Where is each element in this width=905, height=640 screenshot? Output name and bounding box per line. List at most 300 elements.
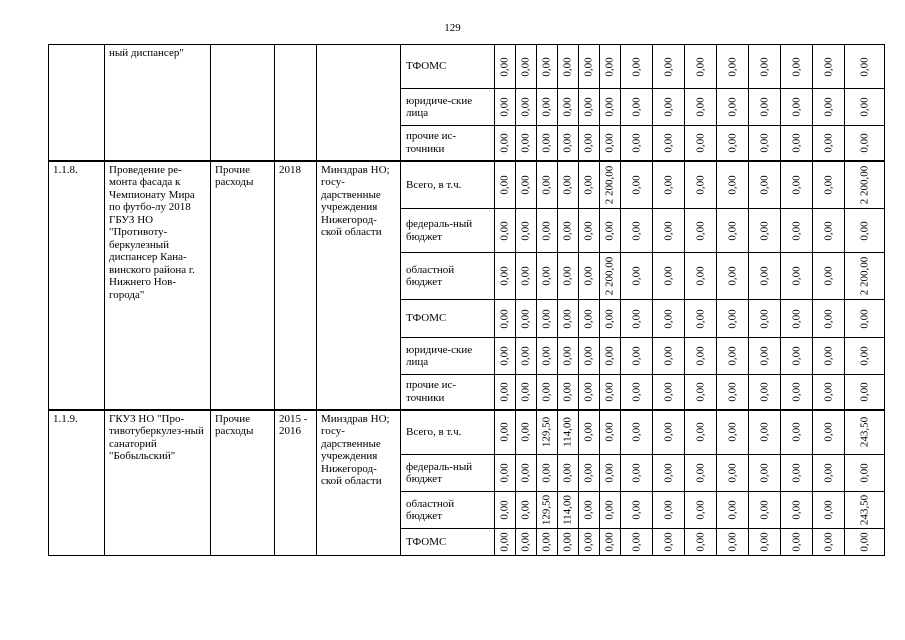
value-cell xyxy=(813,89,845,126)
value-text: 0,00 xyxy=(498,133,511,153)
value-text: 0,00 xyxy=(603,133,616,153)
value-text: 0,00 xyxy=(561,133,574,153)
table-row xyxy=(49,161,885,209)
value-text: 0,00 xyxy=(603,308,616,329)
value-text: 0,00 xyxy=(662,220,674,241)
value-cell xyxy=(516,455,537,492)
value-cell xyxy=(495,529,516,556)
value-text: 0,00 xyxy=(630,422,642,442)
value-cell xyxy=(845,492,885,529)
funding-source: юридиче-ские лица xyxy=(401,89,495,126)
value-cell xyxy=(845,410,885,455)
value-cell xyxy=(685,375,717,410)
value-text: 0,00 xyxy=(790,175,802,195)
value-text: 0,00 xyxy=(758,133,770,153)
value-cell xyxy=(749,161,781,209)
value-text: 0,00 xyxy=(540,175,553,195)
value-cell xyxy=(685,126,717,161)
value-text: 0,00 xyxy=(790,308,802,329)
value-cell xyxy=(495,89,516,126)
value-text: 0,00 xyxy=(498,346,511,366)
value-text: 0,00 xyxy=(498,175,511,195)
value-cell xyxy=(845,338,885,375)
value-cell xyxy=(781,209,813,253)
value-text: 0,00 xyxy=(726,382,738,402)
value-cell xyxy=(621,375,653,410)
value-cell xyxy=(685,410,717,455)
item-number: 1.1.9. xyxy=(49,410,105,556)
value-text: 2 200,00 xyxy=(858,165,870,204)
value-cell xyxy=(813,375,845,410)
value-text: 0,00 xyxy=(858,532,870,552)
value-text: 0,00 xyxy=(822,308,834,329)
value-cell xyxy=(558,410,579,455)
executor: Минздрав НО; госу-дарственные учреждения Нижегород-ской области xyxy=(317,161,401,410)
value-text: 0,00 xyxy=(519,133,532,153)
page-number: 129 xyxy=(444,22,461,34)
value-cell xyxy=(781,161,813,209)
value-cell xyxy=(845,253,885,300)
value-cell xyxy=(579,455,600,492)
value-text: 0,00 xyxy=(498,266,511,286)
value-cell xyxy=(558,209,579,253)
value-text: 0,00 xyxy=(758,382,770,402)
value-cell xyxy=(558,253,579,300)
value-cell xyxy=(621,89,653,126)
value-text: 0,00 xyxy=(630,346,642,366)
value-text: 0,00 xyxy=(582,500,595,520)
value-text: 0,00 xyxy=(498,56,511,77)
value-text: 0,00 xyxy=(662,97,674,117)
value-cell xyxy=(558,126,579,161)
value-cell xyxy=(621,126,653,161)
value-cell xyxy=(813,529,845,556)
value-text: 0,00 xyxy=(822,382,834,402)
value-text: 129,50 xyxy=(540,494,553,526)
value-cell xyxy=(781,492,813,529)
value-text: 0,00 xyxy=(662,422,674,442)
value-cell xyxy=(749,45,781,89)
value-text: 0,00 xyxy=(858,308,870,329)
value-cell xyxy=(845,375,885,410)
value-cell xyxy=(537,375,558,410)
value-text: 0,00 xyxy=(822,97,834,117)
value-cell xyxy=(600,492,621,529)
item-name: Проведение ре-монта фасада к Чемпионату Мира по футбо-лу 2018 ГБУЗ НО "Противоту-беркулезный диспансер Кана-винского района г. Нижнего Нов-города" xyxy=(105,161,211,410)
value-cell xyxy=(781,89,813,126)
value-cell xyxy=(495,161,516,209)
value-cell xyxy=(845,45,885,89)
value-cell xyxy=(558,45,579,89)
value-cell xyxy=(813,492,845,529)
funding-source: Всего, в т.ч. xyxy=(401,410,495,455)
value-text: 0,00 xyxy=(822,133,834,153)
value-text: 0,00 xyxy=(582,422,595,442)
value-cell xyxy=(495,375,516,410)
value-text: 0,00 xyxy=(790,97,802,117)
value-cell xyxy=(558,300,579,338)
budget-table xyxy=(48,44,885,556)
value-text: 0,00 xyxy=(498,97,511,117)
expense-type xyxy=(211,45,275,161)
value-cell xyxy=(516,209,537,253)
value-cell xyxy=(717,375,749,410)
value-cell xyxy=(600,455,621,492)
value-cell xyxy=(653,89,685,126)
value-text: 0,00 xyxy=(540,308,553,329)
value-cell xyxy=(685,529,717,556)
value-cell xyxy=(516,410,537,455)
value-cell xyxy=(621,338,653,375)
value-cell xyxy=(516,492,537,529)
value-cell xyxy=(749,375,781,410)
value-text: 129,50 xyxy=(540,417,553,448)
value-cell xyxy=(749,209,781,253)
value-cell xyxy=(685,253,717,300)
value-cell xyxy=(813,126,845,161)
value-text: 0,00 xyxy=(790,532,802,552)
value-cell xyxy=(621,161,653,209)
value-text: 0,00 xyxy=(603,346,616,366)
value-text: 0,00 xyxy=(694,266,706,286)
value-cell xyxy=(579,253,600,300)
value-text: 0,00 xyxy=(790,220,802,241)
value-text: 0,00 xyxy=(561,346,574,366)
value-text: 0,00 xyxy=(498,422,511,442)
funding-source: ТФОМС xyxy=(401,300,495,338)
value-text: 0,00 xyxy=(519,220,532,241)
value-cell xyxy=(516,126,537,161)
value-text: 0,00 xyxy=(582,133,595,153)
value-text: 0,00 xyxy=(694,220,706,241)
table-row xyxy=(49,45,885,89)
value-text: 0,00 xyxy=(694,382,706,402)
value-text: 0,00 xyxy=(790,346,802,366)
value-cell xyxy=(749,126,781,161)
value-cell xyxy=(495,338,516,375)
value-text: 0,00 xyxy=(726,97,738,117)
funding-source: юридиче-ские лица xyxy=(401,338,495,375)
value-text: 0,00 xyxy=(662,56,674,77)
value-text: 0,00 xyxy=(694,422,706,442)
value-cell xyxy=(685,45,717,89)
value-text: 0,00 xyxy=(758,56,770,77)
value-text: 0,00 xyxy=(662,500,674,520)
value-cell xyxy=(600,529,621,556)
value-text: 0,00 xyxy=(822,346,834,366)
value-cell xyxy=(685,492,717,529)
value-text: 0,00 xyxy=(694,97,706,117)
value-text: 0,00 xyxy=(662,346,674,366)
table-row xyxy=(49,410,885,455)
value-text: 0,00 xyxy=(726,463,738,483)
value-text: 0,00 xyxy=(630,133,642,153)
executor: Минздрав НО; госу-дарственные учреждения Нижегород-ской области xyxy=(317,410,401,556)
value-cell xyxy=(600,89,621,126)
value-cell xyxy=(749,492,781,529)
value-text: 0,00 xyxy=(540,266,553,286)
value-cell xyxy=(558,529,579,556)
value-text: 0,00 xyxy=(582,346,595,366)
value-text: 0,00 xyxy=(726,308,738,329)
value-text: 0,00 xyxy=(519,532,532,552)
value-text: 0,00 xyxy=(561,266,574,286)
value-cell xyxy=(813,300,845,338)
value-cell xyxy=(781,410,813,455)
value-cell xyxy=(537,455,558,492)
value-cell xyxy=(516,161,537,209)
value-text: 0,00 xyxy=(758,266,770,286)
value-cell xyxy=(653,455,685,492)
value-text: 0,00 xyxy=(726,532,738,552)
value-cell xyxy=(813,410,845,455)
value-cell xyxy=(653,161,685,209)
value-cell xyxy=(495,492,516,529)
value-text: 0,00 xyxy=(519,175,532,195)
value-cell xyxy=(495,45,516,89)
value-cell xyxy=(717,529,749,556)
value-cell xyxy=(558,161,579,209)
value-text: 114,00 xyxy=(561,495,574,525)
value-cell xyxy=(579,492,600,529)
value-cell xyxy=(845,209,885,253)
value-cell xyxy=(781,300,813,338)
funding-source: Всего, в т.ч. xyxy=(401,161,495,209)
value-cell xyxy=(781,375,813,410)
value-text: 0,00 xyxy=(498,500,511,520)
value-text: 0,00 xyxy=(561,175,574,195)
value-cell xyxy=(516,375,537,410)
value-cell xyxy=(781,126,813,161)
value-text: 0,00 xyxy=(561,463,574,483)
value-text: 0,00 xyxy=(540,56,553,77)
expense-type: Прочие расходы xyxy=(211,161,275,410)
value-cell xyxy=(781,529,813,556)
value-cell xyxy=(579,338,600,375)
value-cell xyxy=(781,338,813,375)
item-number xyxy=(49,45,105,161)
value-cell xyxy=(621,410,653,455)
value-text: 0,00 xyxy=(694,532,706,552)
value-text: 0,00 xyxy=(758,500,770,520)
value-text: 0,00 xyxy=(519,422,532,442)
value-text: 0,00 xyxy=(603,382,616,402)
value-text: 0,00 xyxy=(758,346,770,366)
value-text: 0,00 xyxy=(662,463,674,483)
value-cell xyxy=(685,300,717,338)
value-text: 0,00 xyxy=(822,500,834,520)
value-cell xyxy=(558,455,579,492)
funding-source: прочие ис-точники xyxy=(401,126,495,161)
value-cell xyxy=(600,45,621,89)
value-text: 0,00 xyxy=(858,346,870,366)
value-text: 2 200,00 xyxy=(603,165,616,204)
value-cell xyxy=(579,161,600,209)
value-cell xyxy=(749,338,781,375)
value-cell xyxy=(621,529,653,556)
value-text: 0,00 xyxy=(630,97,642,117)
value-text: 0,00 xyxy=(630,266,642,286)
value-text: 0,00 xyxy=(582,266,595,286)
period xyxy=(275,45,317,161)
value-text: 0,00 xyxy=(758,308,770,329)
value-cell xyxy=(653,126,685,161)
value-text: 0,00 xyxy=(662,308,674,329)
value-cell xyxy=(579,300,600,338)
value-text: 0,00 xyxy=(726,266,738,286)
value-cell xyxy=(685,161,717,209)
value-text: 0,00 xyxy=(630,500,642,520)
value-text: 0,00 xyxy=(726,133,738,153)
value-text: 0,00 xyxy=(519,382,532,402)
value-cell xyxy=(845,529,885,556)
value-cell xyxy=(516,529,537,556)
value-text: 0,00 xyxy=(540,463,553,483)
value-text: 0,00 xyxy=(790,500,802,520)
value-text: 0,00 xyxy=(603,463,616,483)
value-cell xyxy=(516,338,537,375)
value-text: 0,00 xyxy=(822,220,834,241)
value-cell xyxy=(717,126,749,161)
value-text: 0,00 xyxy=(540,220,553,241)
value-cell xyxy=(600,209,621,253)
value-cell xyxy=(717,492,749,529)
value-text: 0,00 xyxy=(694,308,706,329)
value-text: 0,00 xyxy=(498,532,511,552)
value-cell xyxy=(717,209,749,253)
value-text: 0,00 xyxy=(758,463,770,483)
value-cell xyxy=(781,455,813,492)
value-cell xyxy=(621,45,653,89)
value-cell xyxy=(558,338,579,375)
value-text: 0,00 xyxy=(561,308,574,329)
value-text: 0,00 xyxy=(582,56,595,77)
value-cell xyxy=(495,300,516,338)
value-cell xyxy=(845,161,885,209)
value-text: 0,00 xyxy=(758,422,770,442)
value-cell xyxy=(845,126,885,161)
value-text: 0,00 xyxy=(630,532,642,552)
value-text: 2 200,00 xyxy=(858,256,870,296)
value-text: 0,00 xyxy=(758,175,770,195)
value-text: 0,00 xyxy=(603,500,616,520)
value-cell xyxy=(579,209,600,253)
value-text: 0,00 xyxy=(822,266,834,286)
value-cell xyxy=(579,89,600,126)
value-cell xyxy=(579,410,600,455)
value-cell xyxy=(813,209,845,253)
value-cell xyxy=(579,529,600,556)
value-text: 0,00 xyxy=(726,346,738,366)
value-text: 0,00 xyxy=(582,220,595,241)
executor xyxy=(317,45,401,161)
value-text: 0,00 xyxy=(630,56,642,77)
value-text: 243,50 xyxy=(858,494,870,526)
value-text: 0,00 xyxy=(630,175,642,195)
value-cell xyxy=(653,253,685,300)
value-cell xyxy=(653,338,685,375)
value-text: 0,00 xyxy=(694,175,706,195)
value-text: 0,00 xyxy=(630,382,642,402)
funding-source: областной бюджет xyxy=(401,253,495,300)
value-text: 114,00 xyxy=(561,417,574,448)
value-cell xyxy=(749,89,781,126)
value-text: 0,00 xyxy=(603,422,616,442)
value-cell xyxy=(717,45,749,89)
period: 2018 xyxy=(275,161,317,410)
value-cell xyxy=(717,253,749,300)
value-cell xyxy=(537,410,558,455)
value-cell xyxy=(653,45,685,89)
value-text: 0,00 xyxy=(694,133,706,153)
value-cell xyxy=(600,410,621,455)
value-cell xyxy=(558,89,579,126)
value-cell xyxy=(516,300,537,338)
value-text: 0,00 xyxy=(582,532,595,552)
value-text: 0,00 xyxy=(694,463,706,483)
value-text: 0,00 xyxy=(822,422,834,442)
value-cell xyxy=(537,253,558,300)
value-text: 0,00 xyxy=(540,97,553,117)
value-text: 0,00 xyxy=(498,220,511,241)
value-cell xyxy=(813,253,845,300)
value-text: 0,00 xyxy=(630,308,642,329)
value-cell xyxy=(537,300,558,338)
value-text: 0,00 xyxy=(858,220,870,241)
value-text: 0,00 xyxy=(519,463,532,483)
value-text: 0,00 xyxy=(582,97,595,117)
value-cell xyxy=(537,492,558,529)
value-cell xyxy=(621,455,653,492)
value-cell xyxy=(600,161,621,209)
value-cell xyxy=(653,375,685,410)
value-text: 0,00 xyxy=(858,382,870,402)
value-text: 0,00 xyxy=(561,382,574,402)
value-text: 0,00 xyxy=(561,97,574,117)
value-text: 0,00 xyxy=(582,382,595,402)
value-text: 0,00 xyxy=(630,463,642,483)
value-text: 0,00 xyxy=(603,56,616,77)
value-cell xyxy=(845,89,885,126)
value-text: 0,00 xyxy=(694,346,706,366)
value-text: 0,00 xyxy=(498,463,511,483)
value-text: 0,00 xyxy=(519,266,532,286)
item-name: ный диспансер" xyxy=(105,45,211,161)
value-cell xyxy=(600,253,621,300)
value-cell xyxy=(621,209,653,253)
value-cell xyxy=(813,455,845,492)
value-text: 0,00 xyxy=(822,463,834,483)
value-cell xyxy=(537,161,558,209)
funding-source: федераль-ный бюджет xyxy=(401,455,495,492)
value-text: 0,00 xyxy=(662,133,674,153)
value-text: 0,00 xyxy=(498,382,511,402)
value-text: 0,00 xyxy=(603,532,616,552)
value-text: 0,00 xyxy=(758,532,770,552)
value-cell xyxy=(813,45,845,89)
value-text: 0,00 xyxy=(582,175,595,195)
value-text: 0,00 xyxy=(662,266,674,286)
value-text: 0,00 xyxy=(790,463,802,483)
funding-source: федераль-ный бюджет xyxy=(401,209,495,253)
item-name: ГКУЗ НО "Про-тивотуберкулез-ный санаторий "Бобыльский" xyxy=(105,410,211,556)
value-text: 0,00 xyxy=(726,56,738,77)
value-cell xyxy=(653,209,685,253)
value-text: 0,00 xyxy=(790,382,802,402)
value-text: 2 200,00 xyxy=(603,256,616,296)
value-cell xyxy=(717,338,749,375)
value-text: 0,00 xyxy=(561,56,574,77)
